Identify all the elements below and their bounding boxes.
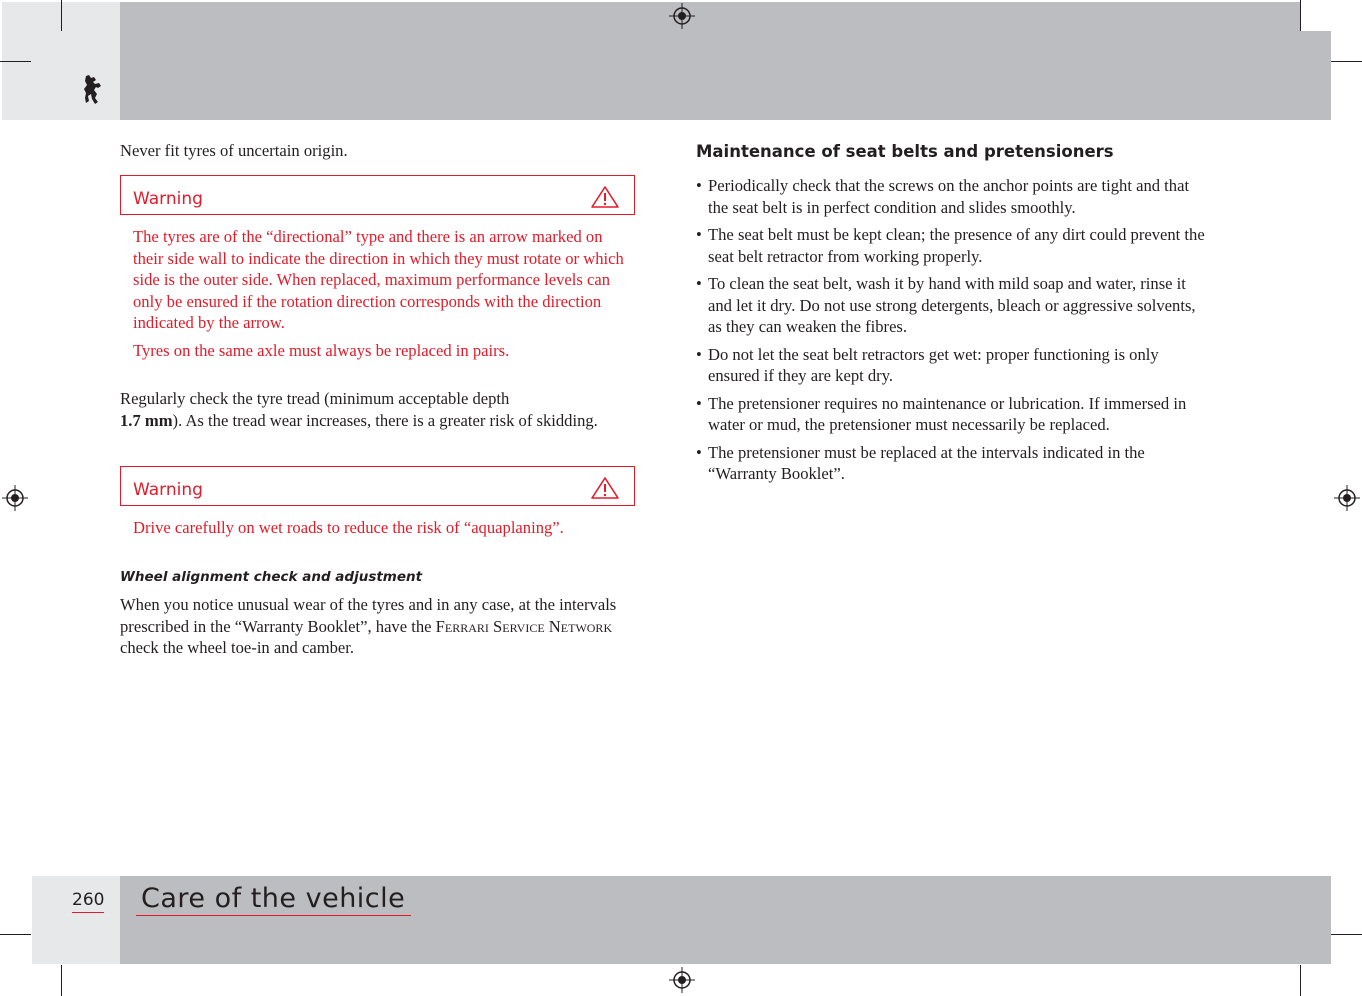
header-band (120, 2, 1300, 120)
section-title: Care of the vehicle (136, 883, 411, 916)
crop-mark (1331, 934, 1362, 935)
list-item: • To clean the seat belt, wash it by hand with mild soap and water, rinse it and let it dry. Do not use strong detergents, bleach or aggressive solvents, as they can weaken the fibres. (696, 273, 1206, 338)
crop-mark (0, 61, 31, 62)
seat-belt-section-title: Maintenance of seat belts and pretensioners (696, 142, 1114, 161)
ferrari-service-network: Ferrari Service Network (435, 616, 613, 636)
warning-triangle-icon (590, 185, 620, 209)
crop-mark (61, 965, 62, 996)
wheel-alignment-text (120, 594, 625, 659)
registration-mark-left-icon (2, 485, 28, 511)
warning-2-body: Drive carefully on wet roads to reduce the risk of “aquaplaning”. (133, 518, 564, 537)
wheel-alignment-text-part: check the wheel toe-in and camber. (120, 638, 355, 657)
warning-box-2 (120, 466, 635, 506)
wheel-alignment-text-part: When you notice unusual wear of the tyres and in any case, at the intervals prescribed in the “Warranty Booklet”, have the (120, 595, 617, 636)
list-item: • The pretensioner must be replaced at the intervals indicated in the “Warranty Booklet”. (696, 442, 1206, 485)
warning-1-body (133, 226, 628, 361)
registration-mark-right-icon (1334, 485, 1360, 511)
crop-mark (0, 934, 31, 935)
page-number: 260 (72, 890, 104, 913)
crop-mark (1300, 965, 1301, 996)
warning-triangle-icon (590, 476, 620, 500)
warning-title: Warning (133, 480, 203, 500)
warning-1-paragraph: The tyres are of the “directional” type and there is an arrow marked on their side wall to indicate the direction in which they must rotate or which side is the outer side. When replaced, maximum performance levels can only be ensured if the rotation direction corresponds with the direction indicated by the arrow. (133, 227, 624, 332)
list-item: • Do not let the seat belt retractors get wet: proper functioning is only ensured if they are kept dry. (696, 344, 1206, 387)
prancing-horse-logo-icon (80, 74, 104, 106)
list-item: • The pretensioner requires no maintenance or lubrication. If immersed in water or mud, the pretensioner must necessarily be replaced. (696, 393, 1206, 436)
crop-mark (61, 0, 62, 31)
seat-belt-bullet-list (696, 175, 1206, 491)
list-item: • Periodically check that the screws on the anchor points are tight and that the seat belt is in perfect condition and slides smoothly. (696, 175, 1206, 218)
warning-1-paragraph: Tyres on the same axle must always be replaced in pairs. (133, 340, 510, 360)
warning-title: Warning (133, 189, 203, 209)
crop-mark (1331, 61, 1362, 62)
registration-mark-top-icon (669, 3, 695, 29)
crop-mark (1300, 0, 1301, 31)
intro-text: Never fit tyres of uncertain origin. (120, 141, 348, 160)
header-right-tab (1300, 31, 1331, 120)
registration-mark-bottom-icon (669, 967, 695, 993)
warning-box-1 (120, 175, 635, 215)
list-item: • The seat belt must be kept clean; the presence of any dirt could prevent the seat belt retractor from working properly. (696, 224, 1206, 267)
tread-paragraph (120, 388, 610, 431)
tread-text: ). As the tread wear increases, there is a greater risk of skidding. (172, 410, 598, 430)
wheel-alignment-heading: Wheel alignment check and adjustment (120, 569, 423, 585)
tread-depth-value: 1.7 mm (120, 410, 173, 430)
tread-text: Regularly check the tyre tread (minimum acceptable depth (120, 389, 510, 408)
